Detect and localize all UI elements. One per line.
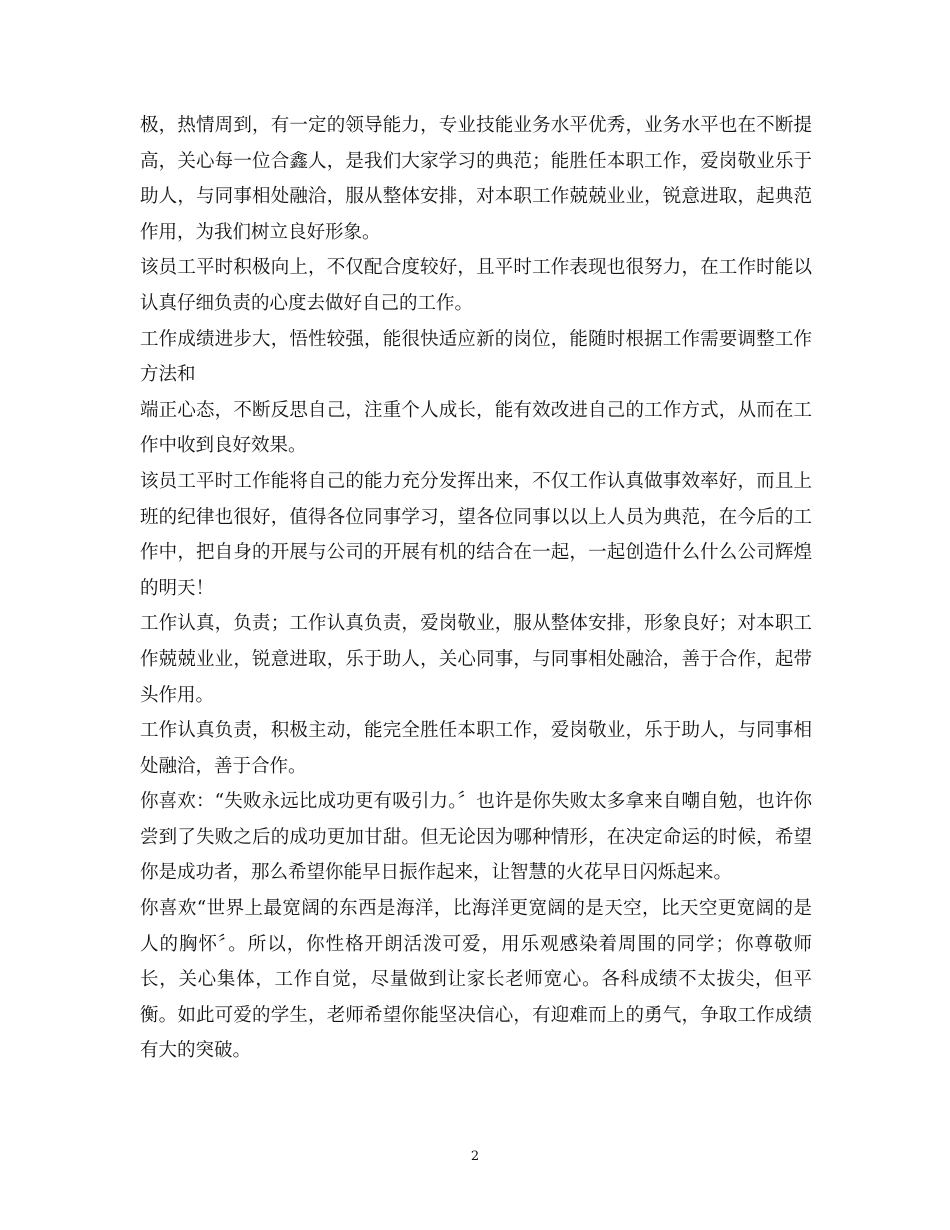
paragraph: 工作认真负责，积极主动，能完全胜任本职工作，爱岗敬业，乐于助人，与同事相处融洽，善于合作。 (140, 720, 812, 777)
paragraph: 工作认真，负责；工作认真负责，爱岗敬业，服从整体安排，形象良好；对本职工作兢兢业业，锐意进取，乐于助人，关心同事，与同事相处融洽，善于合作，起带头作用。 (140, 613, 812, 706)
page-number: 2 (470, 1149, 480, 1164)
paragraph: 该员工平时工作能将自己的能力充分发挥出来，不仅工作认真做事效率好，而且上班的纪律也很好，值得各位同事学习，望各位同事以以上人员为典范，在今后的工作中，把自身的开展与公司的开展有机的结合在一起，一起创造什么什么公司辉煌的明天！ (140, 470, 812, 599)
document-body (140, 108, 812, 1069)
paragraph: 你喜欢：“失败永远比成功更有吸引力。〞也许是你失败太多拿来自嘲自勉，也许你尝到了失败之后的成功更加甘甜。但无论因为哪种情形，在决定命运的时候，希望你是成功者，那么希望你能早日振作起来，让智慧的火花早日闪烁起来。 (140, 791, 812, 884)
paragraph: 极，热情周到，有一定的领导能力，专业技能业务水平优秀，业务水平也在不断提高，关心每一位合鑫人，是我们大家学习的典范；能胜任本职工作，爱岗敬业乐于助人，与同事相处融洽，服从整体安排，对本职工作兢兢业业，锐意进取，起典范作用，为我们树立良好形象。 (140, 115, 812, 243)
paragraph: 端正心态，不断反思自己，注重个人成长，能有效改进自己的工作方式，从而在工作中收到良好效果。 (140, 399, 812, 457)
paragraph: 工作成绩进步大，悟性较强，能很快适应新的岗位，能随时根据工作需要调整工作方法和 (140, 328, 812, 386)
paragraph: 该员工平时积极向上，不仅配合度较好，且平时工作表现也很努力，在工作时能以认真仔细负责的心度去做好自己的工作。 (140, 257, 812, 314)
paragraph: 你喜欢“世界上最宽阔的东西是海洋，比海洋更宽阔的是天空，比天空更宽阔的是人的胸怀〞。所以，你性格开朗活泼可爱，用乐观感染着周围的同学；你尊敬师长，关心集体，工作自觉，尽量做到让家长老师宽心。各科成绩不太拔尖，但平衡。如此可爱的学生，老师希望你能坚决信心，有迎难而上的勇气，争取工作成绩有大的突破。 (140, 898, 812, 1062)
